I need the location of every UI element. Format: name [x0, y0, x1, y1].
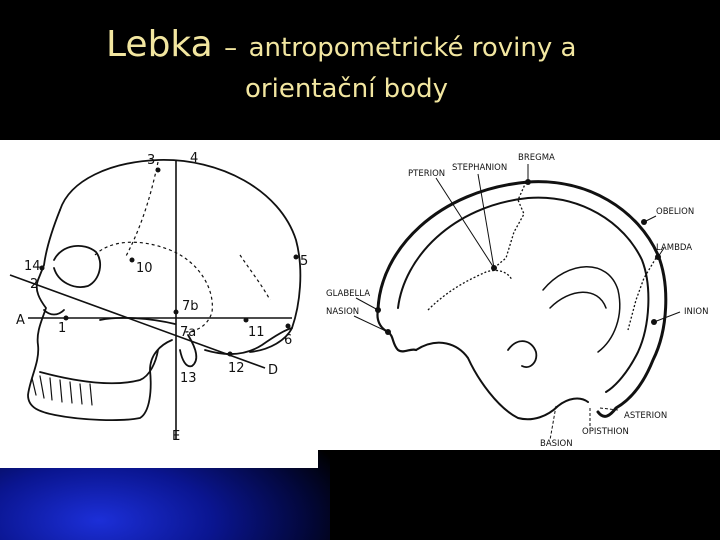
orbit	[54, 246, 100, 287]
label-d: D	[268, 363, 279, 378]
label-lambda: LAMBDA	[656, 243, 693, 253]
label-4: 4	[190, 151, 199, 166]
label-opisthion: OPISTHION	[582, 427, 629, 437]
label-5: 5	[300, 254, 309, 269]
lambdoid-suture	[628, 258, 656, 330]
label-basion: BASION	[540, 439, 573, 449]
label-asterion: ASTERION	[624, 411, 668, 421]
skull-sagittal-diagram	[318, 140, 720, 450]
label-e: E	[172, 429, 181, 444]
frontal-nasal	[377, 310, 416, 351]
label-12: 12	[228, 361, 245, 376]
skull-lateral-diagram	[0, 140, 318, 468]
plane-oblique-d	[10, 275, 265, 368]
label-3: 3	[147, 153, 156, 168]
label-2: 2	[30, 277, 39, 292]
label-obelion: OBELION	[656, 207, 695, 217]
label-a: A	[16, 313, 25, 328]
sella	[508, 341, 536, 367]
label-stephanion: STEPHANION	[452, 163, 508, 173]
title-main: Lebka	[106, 24, 213, 65]
label-bregma: BREGMA	[518, 153, 555, 163]
label-nasion: NASION	[326, 307, 360, 317]
label-13: 13	[180, 371, 197, 386]
label-6: 6	[284, 333, 293, 348]
label-pterion: PTERION	[408, 169, 446, 179]
mandible	[40, 350, 158, 383]
title-line-1	[106, 24, 576, 65]
fossa-line	[543, 267, 620, 352]
title-line-2: orientační body	[245, 74, 448, 104]
nasal-cavity	[44, 310, 64, 315]
slide-title	[0, 0, 720, 140]
title-dash: –	[224, 33, 238, 63]
label-7a: 7a	[180, 325, 197, 340]
title-rest: antropometrické roviny a	[248, 33, 577, 63]
calvaria-outer	[378, 182, 666, 417]
label-inion: INION	[684, 307, 709, 317]
label-14: 14	[24, 259, 41, 274]
label-1: 1	[58, 321, 67, 336]
label-11: 11	[248, 325, 265, 340]
label-7b: 7b	[182, 299, 199, 314]
skull-outline	[60, 160, 300, 352]
cranial-base	[416, 343, 588, 420]
coronal-suture	[125, 162, 158, 258]
squamous-suture	[428, 270, 512, 310]
label-10: 10	[136, 261, 153, 276]
label-glabella: GLABELLA	[326, 289, 371, 299]
fossa-line-2	[550, 292, 606, 308]
calvaria-inner	[398, 198, 648, 392]
face-outline	[28, 210, 172, 420]
coronal-suture	[494, 182, 526, 268]
lambdoid-suture	[240, 255, 270, 300]
